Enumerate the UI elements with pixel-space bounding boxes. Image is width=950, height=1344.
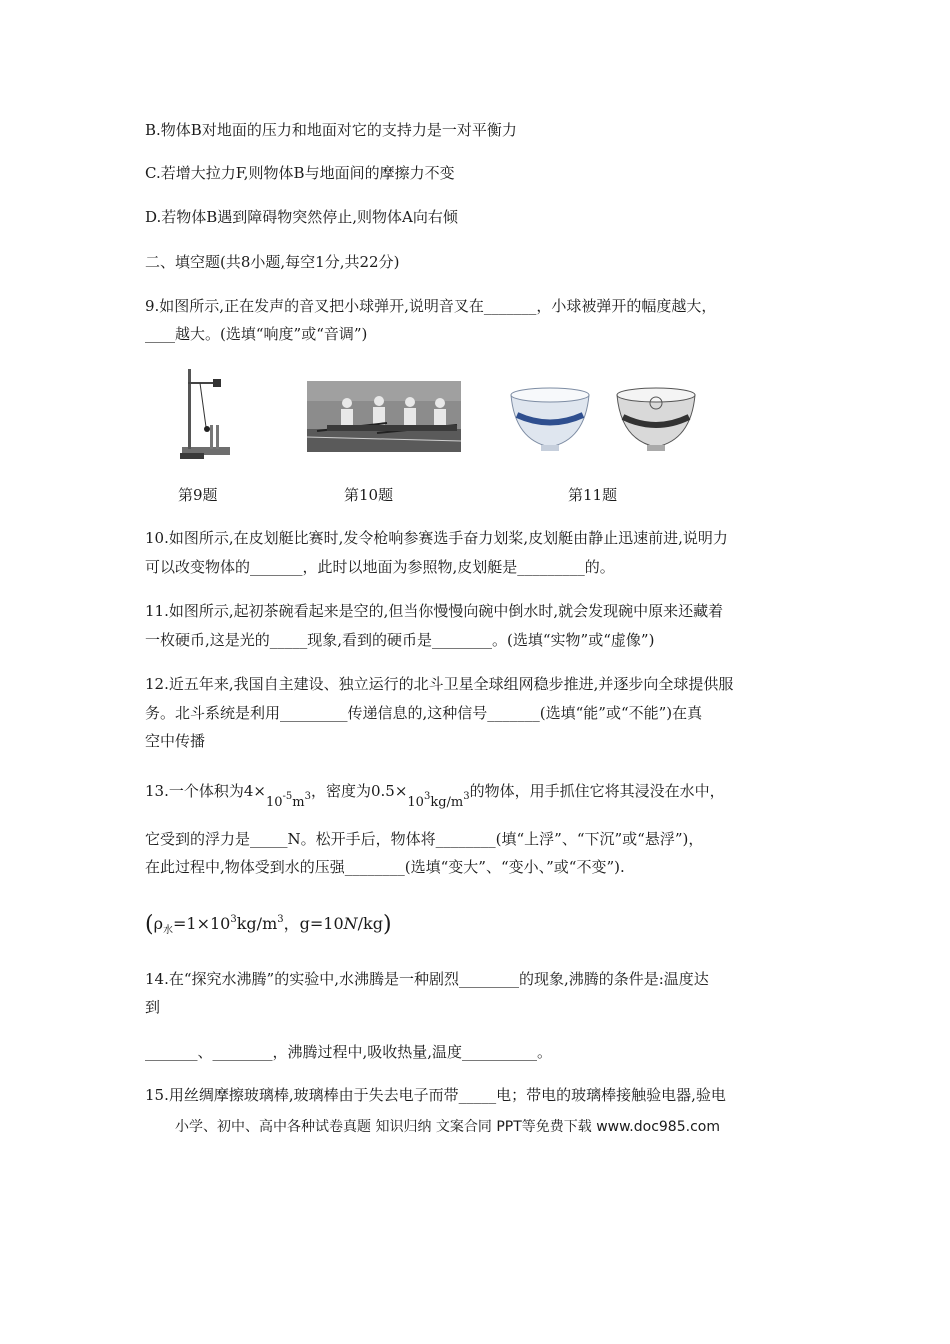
q13-line1: 13.一个体积为$4\times 10^{-5}m^3$，密度为$0.5\times 10^3kg/m^3$的物体，用手抓住它将其浸没在水中， <box>145 782 725 810</box>
option-c: C.若增大拉力F,则物体B与地面间的摩擦力不变 <box>145 164 455 182</box>
q14-line2: 到 <box>145 998 161 1016</box>
caption-fig11: 第11题 <box>568 486 618 504</box>
q12-line2: 务。北斗系统是利用_________传递信息的,这种信号_______(选填“能”或“不能”)在真 <box>145 704 703 722</box>
q9-line1: 9.如图所示,正在发声的音叉把小球弹开,说明音叉在_______，小球被弹开的幅度越大， <box>145 297 717 315</box>
caption-fig10: 第10题 <box>344 486 394 504</box>
q10-line1: 10.如图所示,在皮划艇比赛时,发令枪响参赛选手奋力划桨,皮划艇由静止迅速前进,说明力 <box>145 529 728 547</box>
q13-line2: 它受到的浮力是_____N。松开手后，物体将________(填“上浮”、“下沉”或“悬浮”)， <box>145 830 704 848</box>
q14-line1: 14.在“探究水沸腾”的实验中,水沸腾是一种剧烈________的现象,沸腾的条件是:温度达 <box>145 970 709 988</box>
q12-line1: 12.近五年来,我国自主建设、独立运行的北斗卫星全球组网稳步推进,并逐步向全球提供服 <box>145 675 734 693</box>
q11-line1: 11.如图所示,起初茶碗看起来是空的,但当你慢慢向碗中倒水时,就会发现碗中原来还藏着 <box>145 602 724 620</box>
tuning-fork-figure <box>180 365 240 460</box>
q9-line2: ____越大。(选填“响度”或“音调”) <box>145 325 368 343</box>
caption-fig9: 第9题 <box>178 486 218 504</box>
option-d: D.若物体B遇到障碍物突然停止,则物体A向右倾 <box>145 208 458 226</box>
option-b: B.物体B对地面的压力和地面对它的支持力是一对平衡力 <box>145 121 517 139</box>
q13-formula: ($\rho_水=1\times 10^3kg/m^3$，g=10N/kg) <box>145 912 392 937</box>
tea-bowls-figure <box>505 385 701 455</box>
q13-line3: 在此过程中,物体受到水的压强________(选填“变大”、“变小、”或“不变”). <box>145 858 625 876</box>
footer-text: 小学、初中、高中各种试卷真题 知识归纳 文案合同 PPT等免费下载 www.doc985.com <box>175 1119 720 1135</box>
q10-line2: 可以改变物体的_______，此时以地面为参照物,皮划艇是_________的。 <box>145 558 615 576</box>
q12-line3: 空中传播 <box>145 732 206 750</box>
q15-line1: 15.用丝绸摩擦玻璃棒,玻璃棒由于失去电子而带_____电；带电的玻璃棒接触验电器,验电 <box>145 1086 726 1104</box>
q11-line2: 一枚硬币,这是光的_____现象,看到的硬币是________。(选填“实物”或“虚像”) <box>145 631 655 649</box>
section-title: 二、填空题(共8小题,每空1分,共22分) <box>145 253 400 271</box>
q14-line3: _______、________，沸腾过程中,吸收热量,温度__________。 <box>145 1043 553 1061</box>
rowing-photo <box>307 381 461 452</box>
